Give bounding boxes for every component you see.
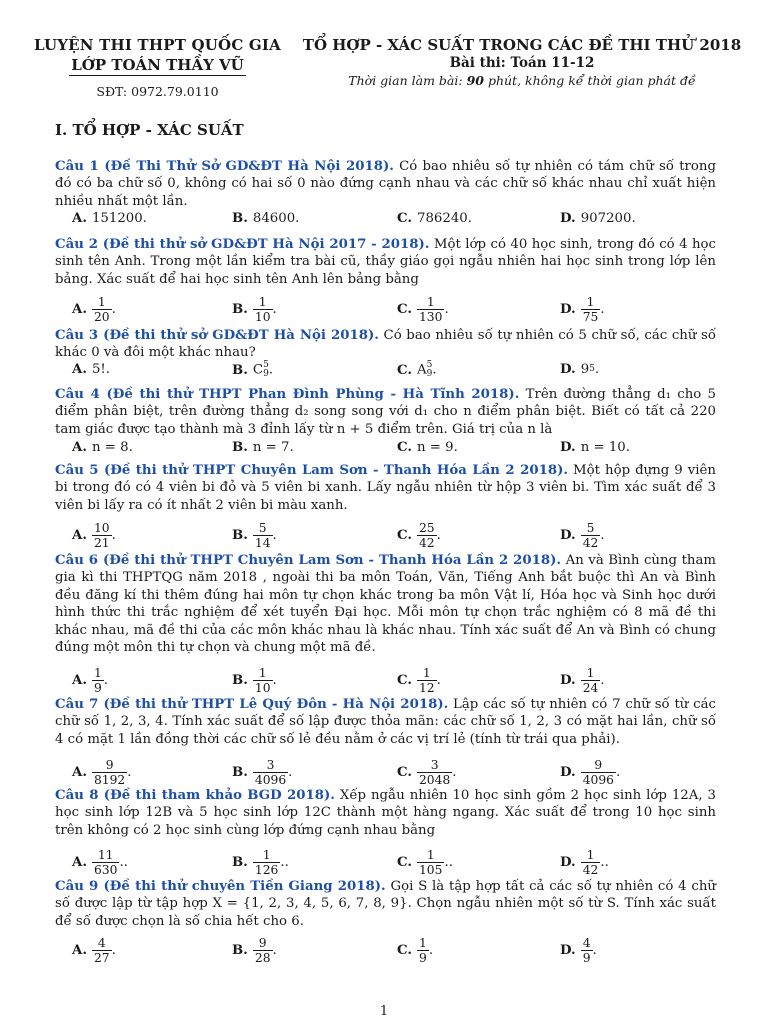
- denominator: 10: [254, 310, 271, 324]
- numerator: 1: [586, 848, 595, 862]
- numerator: 1: [262, 848, 271, 862]
- numerator: 1: [422, 666, 431, 680]
- answer-choice-b: [232, 295, 277, 324]
- choice-text: 84600.: [252, 211, 300, 226]
- choice-text: n = 9.: [416, 440, 458, 455]
- answer-choice-c: [397, 936, 433, 965]
- denominator: 9: [93, 681, 102, 695]
- question-title: Câu 1 (Đề Thi Thử Sở GD&ĐT Hà Nội 2018).: [55, 159, 394, 174]
- fraction: [92, 295, 112, 324]
- numerator: 1: [426, 295, 435, 309]
- answer-choice-c: [397, 758, 457, 787]
- answer-choice-b: [232, 666, 277, 695]
- choice-label: D.: [560, 362, 576, 377]
- numerator: 3: [430, 758, 439, 772]
- fraction: [417, 666, 437, 695]
- fraction: [92, 758, 127, 787]
- denominator: 9: [418, 951, 427, 965]
- teacher-class-name: LỚP TOÁN THẦY VŨ: [71, 56, 244, 74]
- choice-punctuation: .: [268, 362, 274, 378]
- denominator: 105: [418, 863, 443, 877]
- section-title: I. TỔ HỢP - XÁC SUẤT: [55, 121, 244, 139]
- answer-choice-a: [72, 758, 131, 787]
- question-title: Câu 2 (Đề thi thử sở GD&ĐT Hà Nội 2017 - 2018).: [55, 237, 430, 252]
- choice-label: B.: [232, 362, 248, 378]
- answer-choice-c: [397, 521, 441, 550]
- choice-punctuation: .: [436, 673, 441, 688]
- question-title: Câu 3 (Đề thi thử sở GD&ĐT Hà Nội 2018).: [55, 328, 379, 343]
- choice-label: C.: [397, 943, 412, 958]
- denominator: 75: [582, 310, 599, 324]
- fraction: [581, 295, 601, 324]
- choice-punctuation: .: [272, 528, 277, 543]
- answer-choice-a: [72, 521, 116, 550]
- numerator: 5: [258, 521, 267, 535]
- fraction: [581, 666, 601, 695]
- question-7: [55, 696, 716, 748]
- fraction: [253, 936, 273, 965]
- choice-label: D.: [560, 855, 576, 870]
- choice-label: D.: [560, 673, 576, 688]
- choice-label: C.: [397, 211, 412, 226]
- numerator: 4: [582, 936, 591, 950]
- numerator: 1: [97, 295, 106, 309]
- choice-punctuation: .: [600, 673, 605, 688]
- question-title: Câu 6 (Đề thi thử THPT Chuyên Lam Sơn - Thanh Hóa Lần 2 2018).: [55, 553, 562, 568]
- question-3: [55, 327, 716, 362]
- choice-punctuation: ..: [600, 855, 609, 870]
- time-value: 90: [466, 73, 484, 88]
- answer-choice-b: [232, 361, 273, 379]
- answer-choice-c: [397, 210, 472, 227]
- answer-choice-c: [397, 848, 453, 877]
- denominator: 130: [418, 310, 443, 324]
- header-right: [296, 36, 748, 89]
- question-2: [55, 236, 716, 288]
- numerator: 1: [586, 666, 595, 680]
- choice-punctuation: .: [592, 943, 597, 958]
- fraction: [92, 848, 119, 877]
- answer-choice-a: [72, 666, 108, 695]
- answer-choice-a: [72, 439, 133, 456]
- choice-label: C.: [397, 855, 412, 870]
- denominator: 4096: [254, 773, 287, 787]
- numerator: 1: [93, 666, 102, 680]
- choice-label: B.: [232, 302, 248, 317]
- question-title: Câu 7 (Đề thi thử THPT Lê Quý Đôn - Hà Nội 2018).: [55, 697, 449, 712]
- denominator: 4096: [582, 773, 614, 787]
- answer-choice-d: [560, 758, 620, 787]
- fraction: [253, 521, 273, 550]
- answer-choice-a: [72, 848, 128, 877]
- choice-label: C.: [397, 528, 412, 543]
- choice-label: A.: [72, 855, 87, 870]
- denominator: 8192: [93, 773, 126, 787]
- numerator: 9: [105, 758, 114, 772]
- fraction: [253, 666, 273, 695]
- numerator: 9: [258, 936, 267, 950]
- choice-label: A.: [72, 528, 87, 543]
- choice-punctuation: .: [103, 673, 109, 688]
- choice-text: A: [416, 362, 427, 378]
- fraction: [581, 521, 601, 550]
- fraction: [417, 758, 452, 787]
- choice-label: A.: [72, 440, 87, 455]
- question-text: Có bao nhiêu số tự nhiên có 5 chữ số, các chữ số khác 0 và đôi một khác nhau?: [55, 328, 717, 361]
- denominator: 630: [93, 863, 118, 877]
- fraction: [253, 758, 288, 787]
- choice-text: n = 7.: [252, 440, 294, 455]
- choice-label: D.: [560, 528, 576, 543]
- choice-punctuation: .: [452, 765, 457, 780]
- choice-label: C.: [397, 765, 412, 780]
- choice-text: 9: [580, 362, 590, 377]
- question-8: [55, 787, 716, 839]
- fraction: [581, 848, 601, 877]
- choice-punctuation: ..: [119, 855, 128, 870]
- denominator: 24: [582, 681, 599, 695]
- answer-choice-c: [397, 361, 437, 379]
- exam-time: Thời gian làm bài: 90 phút, không kể thời gian phát đề: [348, 73, 696, 88]
- choice-label: A.: [72, 362, 87, 377]
- numerator: 1: [258, 295, 267, 309]
- choice-label: B.: [232, 943, 248, 958]
- choice-punctuation: .: [111, 302, 116, 317]
- answer-choice-d: [560, 439, 630, 456]
- question-6: [55, 552, 716, 656]
- denominator: 42: [418, 536, 435, 550]
- answer-choice-c: [397, 295, 449, 324]
- fraction: [581, 936, 593, 965]
- denominator: 21: [93, 536, 110, 550]
- question-text: Một hộp đựng 9 viên bi trong đó có 4 viên bi đỏ và 5 viên bi xanh. Lấy ngẫu nhiên từ hộp 3 viên bi. Tìm xác suất để 3 viên bi lấy ra có ít nhất 2 viên bi màu xanh.: [55, 463, 716, 513]
- answer-choice-b: [232, 758, 292, 787]
- choice-punctuation: .: [272, 673, 277, 688]
- superscript: 5: [589, 364, 595, 374]
- answer-choice-a: [72, 295, 116, 324]
- numerator: 1: [418, 936, 427, 950]
- denominator: 20: [93, 310, 110, 324]
- numerator: 1: [586, 295, 595, 309]
- answer-choice-d: [560, 848, 609, 877]
- question-text: Gọi S là tập hợp tất cả các số tự nhiên có 4 chữ số được lập từ tập hợp X = {1, 2, 3, 4, 5, 6, 7, 8, 9}. Chọn ngẫu nhiên một số từ S. Tính xác suất để số được chọn là số chia hết cho 6.: [55, 879, 717, 929]
- choice-punctuation: .: [600, 528, 605, 543]
- choice-label: C.: [397, 440, 412, 455]
- denominator: 10: [254, 681, 271, 695]
- denominator: 126: [254, 863, 279, 877]
- choice-text: 151200.: [91, 211, 147, 226]
- denominator: 42: [582, 863, 599, 877]
- fraction: [581, 758, 616, 787]
- answer-choice-c: [397, 439, 458, 456]
- phone-number: SĐT: 0972.79.0110: [96, 84, 219, 99]
- choice-punctuation: .: [594, 362, 600, 377]
- choice-punctuation: .: [272, 943, 277, 958]
- answer-choice-d: [560, 521, 605, 550]
- fraction: [417, 936, 429, 965]
- choice-label: B.: [232, 765, 248, 780]
- fraction: [417, 295, 444, 324]
- question-text: Trên đường thẳng d₁ cho 5 điểm phân biệt, trên đường thẳng d₂ song song với d₁ cho n điểm phân biệt. Biết có tất cả 220 tam giác được tạo thành mà 3 đỉnh lấy từ n + 5 điểm trên. Giá trị của n là: [55, 387, 716, 437]
- superscript: 5: [426, 360, 433, 370]
- question-9: [55, 878, 716, 930]
- question-title: Câu 5 (Đề thi thử THPT Chuyên Lam Sơn - Thanh Hóa Lần 2 2018).: [55, 463, 569, 478]
- choice-label: A.: [72, 673, 87, 688]
- choice-label: A.: [72, 211, 87, 226]
- choice-label: D.: [560, 943, 576, 958]
- superscript: 5: [263, 360, 269, 370]
- numerator: 11: [97, 848, 114, 862]
- choice-label: D.: [560, 302, 576, 317]
- answer-choice-b: [232, 521, 277, 550]
- question-5: [55, 462, 716, 514]
- choice-punctuation: .: [615, 765, 621, 780]
- choice-punctuation: .: [111, 943, 116, 958]
- choice-punctuation: .: [272, 302, 277, 317]
- answer-choice-b: [232, 439, 294, 456]
- answer-choice-a: [72, 361, 110, 378]
- choice-label: B.: [232, 673, 248, 688]
- answer-choice-d: [560, 210, 636, 227]
- choice-label: B.: [232, 211, 248, 226]
- answer-choice-d: [560, 936, 597, 965]
- choice-label: B.: [232, 855, 248, 870]
- choice-label: A.: [72, 765, 87, 780]
- denominator: 14: [254, 536, 271, 550]
- choice-text: C: [252, 362, 264, 378]
- question-text: Có bao nhiêu số tự nhiên có tám chữ số trong đó có ba chữ số 0, không có hai số 0 nào đứng cạnh nhau và các chữ số khác nhau chỉ xuất hiện nhiều nhất một lần.: [55, 159, 716, 209]
- question-text: Lập các số tự nhiên có 7 chữ số từ các chữ số 1, 2, 3, 4. Tính xác suất để số lập được thỏa mãn: các chữ số 1, 2, 3 có mặt hai lần, chữ số 4 có mặt 1 lần đồng thời các chữ số lẻ đều nằm ở các vị trí lẻ (tính từ trái qua phải).: [55, 697, 716, 747]
- denominator: 28: [254, 951, 271, 965]
- answer-choice-a: [72, 936, 116, 965]
- page-number: 1: [379, 1004, 389, 1019]
- question-title: Câu 4 (Đề thi thử THPT Phan Đình Phùng - Hà Tĩnh 2018).: [55, 387, 520, 402]
- choice-label: D.: [560, 765, 576, 780]
- denominator: 2048: [418, 773, 451, 787]
- subscript: 9: [263, 369, 269, 379]
- choice-punctuation: .: [436, 528, 441, 543]
- answer-choice-c: [397, 666, 441, 695]
- exam-subject: Bài thi: Toán 11-12: [449, 55, 595, 71]
- answer-choice-b: [232, 936, 277, 965]
- denominator: 9: [582, 951, 591, 965]
- numerator: 10: [93, 521, 110, 535]
- question-text: An và Bình cùng tham gia kì thi THPTQG năm 2018 , ngoài thi ba môn Toán, Văn, Tiếng Anh bắt buộc thì An và Bình đều đăng kí thi thêm đúng hai môn tự chọn khác trong ba môn Vật lí, Hóa học và Sinh học dưới hình thức thi trắc nghiệm để xét tuyển Đại học. Mỗi môn tự chọn trắc nghiệm có 8 mã đề thi khác nhau, mã đề thi của các môn khác nhau là khác nhau. Tính xác suất để An và Bình có chung đúng một môn thi tự chọn và chung một mã đề.: [55, 553, 717, 656]
- denominator: 42: [582, 536, 599, 550]
- choice-punctuation: ..: [444, 855, 453, 870]
- choice-text: 786240.: [416, 211, 472, 226]
- choice-punctuation: .: [600, 302, 605, 317]
- fraction: [253, 848, 280, 877]
- header-left: [30, 36, 285, 100]
- numerator: 5: [586, 521, 595, 535]
- choice-punctuation: .: [288, 765, 293, 780]
- numerator: 4: [97, 936, 106, 950]
- question-text: Một lớp có 40 học sinh, trong đó có 4 học sinh tên Anh. Trong một lần kiểm tra bài cũ, thầy giáo gọi ngẫu nhiên hai học sinh trong lớp lên bảng. Xác suất để hai học sinh tên Anh lên bảng bằng: [55, 237, 716, 287]
- denominator: 12: [418, 681, 435, 695]
- choice-punctuation: .: [111, 528, 116, 543]
- fraction: [92, 936, 112, 965]
- choice-text: 5!.: [91, 362, 110, 377]
- choice-label: B.: [232, 440, 248, 455]
- question-1: [55, 158, 716, 210]
- choice-label: C.: [397, 302, 412, 317]
- choice-punctuation: ..: [280, 855, 289, 870]
- denominator: 27: [93, 951, 110, 965]
- answer-choice-b: [232, 848, 289, 877]
- choice-label: B.: [232, 528, 248, 543]
- choice-label: C.: [397, 362, 412, 378]
- choice-punctuation: .: [127, 765, 132, 780]
- choice-punctuation: .: [432, 362, 437, 378]
- choice-label: A.: [72, 943, 87, 958]
- choice-text: n = 10.: [580, 440, 630, 455]
- fraction: [417, 521, 437, 550]
- fraction: [253, 295, 273, 324]
- numerator: 1: [426, 848, 435, 862]
- answer-choice-a: [72, 210, 147, 227]
- choice-punctuation: .: [444, 302, 449, 317]
- exam-title: TỔ HỢP - XÁC SUẤT TRONG CÁC ĐỀ THI THỬ 2018: [302, 36, 742, 54]
- answer-choice-d: [560, 361, 599, 378]
- question-text: Xếp ngẫu nhiên 10 học sinh gồm 2 học sinh lớp 12A, 3 học sinh lớp 12B và 5 học sinh lớp 12C thành một hàng ngang. Xác suất để trong 10 học sinh trên không có 2 học sinh cùng lớp đứng cạnh nhau bằng: [55, 788, 717, 838]
- choice-punctuation: .: [428, 943, 434, 958]
- choice-text: 907200.: [580, 211, 636, 226]
- choice-label: A.: [72, 302, 87, 317]
- answer-choice-d: [560, 666, 605, 695]
- question-title: Câu 9 (Đề thi thử chuyên Tiền Giang 2018).: [55, 879, 386, 894]
- question-4: [55, 386, 716, 438]
- fraction: [417, 848, 444, 877]
- choice-text: n = 8.: [91, 440, 133, 455]
- choice-label: C.: [397, 673, 412, 688]
- center-name: LUYỆN THI THPT QUỐC GIA: [34, 36, 281, 54]
- numerator: 25: [418, 521, 435, 535]
- question-title: Câu 8 (Đề thi tham khảo BGD 2018).: [55, 788, 335, 803]
- answer-choice-d: [560, 295, 605, 324]
- choice-label: D.: [560, 440, 576, 455]
- answer-choice-b: [232, 210, 299, 227]
- choice-label: D.: [560, 211, 576, 226]
- numerator: 9: [594, 758, 603, 772]
- subscript: 9: [426, 369, 433, 379]
- fraction: [92, 666, 104, 695]
- fraction: [92, 521, 112, 550]
- numerator: 1: [258, 666, 267, 680]
- numerator: 3: [266, 758, 275, 772]
